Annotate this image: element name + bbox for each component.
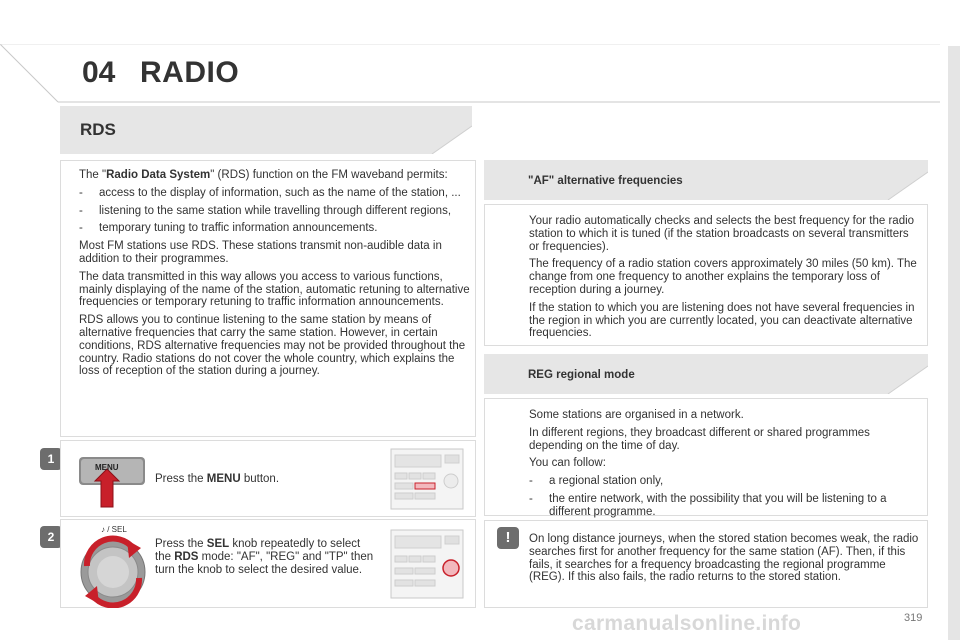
step-badge-1: 1 (40, 448, 62, 470)
sel-knob-illustration (77, 532, 153, 608)
intro-paragraph-4: RDS allows you to continue listening to the same station by means of alternative frequencies that carry the same station. However, in certain conditions, RDS alternative frequencies may not be provided throughout the country. Radio stations do not cover the whole country, which explains the loss of reception of the station during a journey. (79, 314, 466, 378)
warning-panel (484, 520, 928, 608)
intro-bullet: - listening to the same station while travelling through different regions, (79, 204, 452, 217)
af-title: "AF" alternative frequencies (528, 175, 683, 187)
section-header (60, 106, 472, 154)
menu-button-illustration (75, 451, 151, 511)
reg-bullet: - a regional station only, (529, 475, 664, 488)
step-badge-2: 2 (40, 526, 62, 548)
step-2-text: Press the SEL knob repeatedly to select the RDS mode: "AF", "REG" and "TP" then turn the knob to select the desired value. (155, 538, 374, 576)
intro-panel (60, 160, 476, 437)
rds-term: Radio Data System (106, 169, 211, 181)
chapter-header (0, 44, 940, 104)
section-title: RDS (80, 120, 116, 139)
reg-bullet: - the entire network, with the possibility that you will be listening to a different programme. (529, 492, 887, 518)
af-paragraph-1: Your radio automatically checks and selects the best frequency for the radio station to which it is tuned (if the station broadcasts on several transmitters or frequencies). (529, 215, 915, 253)
af-header (484, 160, 928, 200)
radio-panel-illustration (389, 447, 465, 511)
step-2-panel (60, 519, 476, 608)
intro-paragraph-2: Most FM stations use RDS. These stations transmit non-audible data in addition to their programmes. (79, 240, 442, 265)
af-paragraph-3: If the station to which you are listening does not have several frequencies in the region in which you are currently located, you can deactivate alternative frequencies. (529, 301, 915, 340)
step-1-text: Press the MENU button. (155, 473, 280, 485)
reg-paragraph-3: You can follow: (529, 457, 606, 470)
intro-paragraph-1: The "Radio Data System" (RDS) function on the FM waveband permits: (79, 169, 448, 181)
intro-bullet: - temporary tuning to traffic information announcements. (79, 222, 378, 235)
reg-paragraph-1: Some stations are organised in a network. (529, 409, 744, 421)
chapter-number: 04 (82, 56, 116, 89)
page-edge-bar (948, 46, 960, 640)
chapter-title: RADIO (140, 56, 240, 89)
reg-header (484, 354, 928, 394)
warning-text: On long distance journeys, when the stored station becomes weak, the radio searches first for another frequency for the same station (AF). Then, if this fails, it searches for a frequency broadcasting the regional programme (REG). If this also fails, the radio returns to the stored station. (529, 533, 919, 584)
reg-title: REG regional mode (528, 369, 635, 381)
af-panel (484, 204, 928, 346)
reg-paragraph-2: In different regions, they broadcast different or shared programmes depending on the time of day. (529, 426, 870, 452)
af-paragraph-2: The frequency of a radio station covers approximately 30 miles (50 km). The change from one frequency to another explains the temporary loss of reception during a journey. (529, 258, 917, 296)
menu-button-label: MENU (95, 463, 119, 472)
reg-panel (484, 398, 928, 516)
sel-knob-label: ♪ / SEL (101, 525, 127, 534)
step-1-panel (60, 440, 476, 517)
radio-panel-illustration (389, 528, 465, 600)
section-header-corner (60, 106, 472, 154)
page-number: 319 (904, 612, 923, 624)
intro-paragraph-3: The data transmitted in this way allows you access to various functions, mainly displaying of the name of the station, automatic retuning to alternative frequencies or temporary retuning to traffic information announcements. (79, 270, 470, 309)
warning-icon: ! (497, 527, 519, 549)
intro-bullet: - access to the display of information, such as the name of the station, ... (79, 186, 461, 199)
watermark: carmanualsonline.info (572, 612, 802, 635)
